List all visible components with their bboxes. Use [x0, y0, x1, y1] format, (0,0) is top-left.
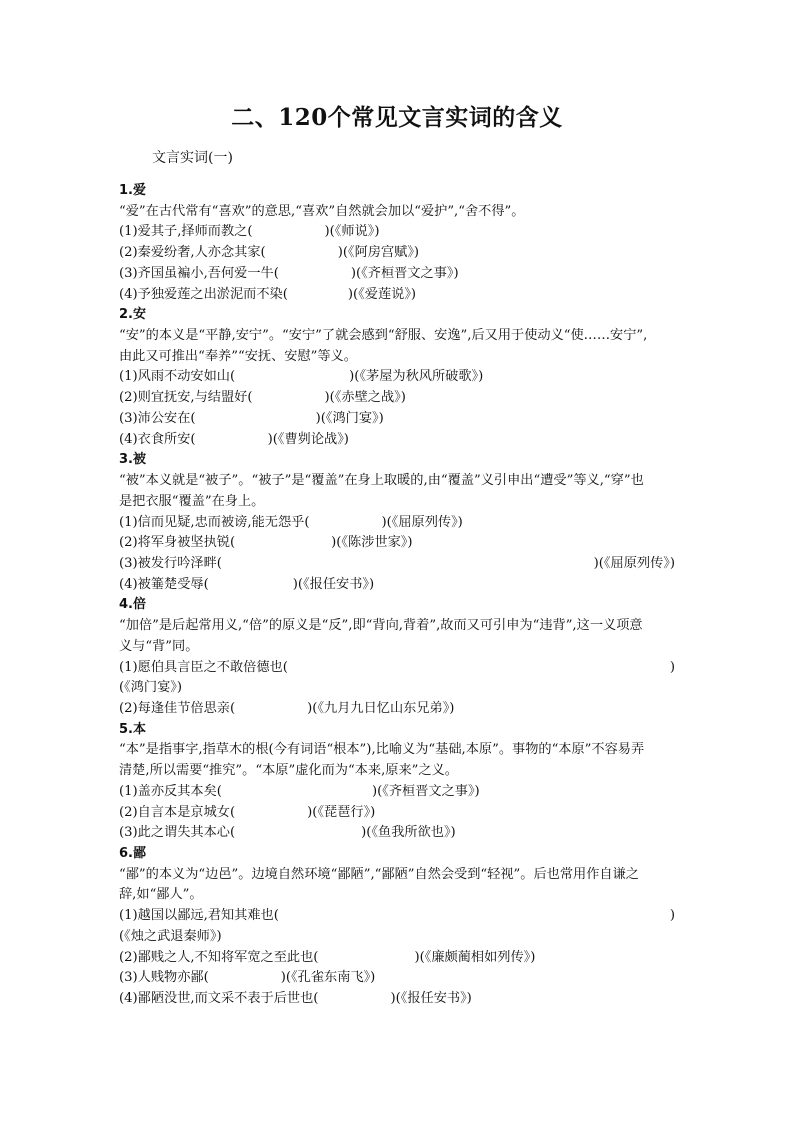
example-line — [119, 430, 675, 451]
entry-description: 义与“背”同。 — [119, 638, 199, 654]
example-source: )(《屈原列传》) — [381, 514, 463, 530]
example-source: )(《陈涉世家》) — [331, 535, 413, 551]
entry-description: 辞,如“鄙人”。 — [119, 887, 203, 903]
example-source: )(《爱莲说》) — [347, 286, 417, 302]
example-source: )(《九月九日忆山东兄弟》) — [307, 700, 455, 716]
example-line — [119, 575, 675, 596]
example-source: ) — [669, 908, 675, 924]
example-source: ) — [669, 659, 675, 675]
entry-heading: 4.倍 — [119, 597, 146, 613]
example-line — [119, 699, 675, 720]
example-line — [119, 222, 675, 243]
example-source: )(《孔雀东南飞》) — [280, 970, 376, 986]
example-source: )(《曹刿论战》) — [267, 431, 349, 447]
entry-description: 由此又可推出“奉养”“安抚、安慰”等义。 — [119, 348, 357, 364]
example-sentence: (1)信而见疑,忠而被谤,能无怨乎( — [119, 514, 310, 530]
example-sentence: (2)将军身被坚执锐( — [119, 535, 236, 551]
example-line — [119, 285, 675, 306]
entry-description: “加倍”是后起常用义,“倍”的原义是“反”,即“背向,背着”,故而又可引申为“违背”,这一义项意 — [119, 618, 643, 634]
example-source-continued: (《鸿门宴》) — [119, 680, 183, 696]
example-source: )(《鱼我所欲也》) — [361, 825, 456, 841]
example-line — [119, 803, 675, 824]
example-line — [119, 948, 675, 969]
entry-description: “被”本义就是“被子”。“被子”是“覆盖”在身上取暖的,由“覆盖”义引申出“遭受”等义,“穿”也 — [119, 473, 644, 489]
entry-description: 是把衣服“覆盖”在身上。 — [119, 493, 265, 509]
example-sentence: (4)衣食所安( — [119, 431, 196, 447]
example-line — [119, 658, 675, 679]
example-sentence: (2)秦爱纷奢,人亦念其家( — [119, 245, 266, 261]
example-sentence: (1)风雨不动安如山( — [119, 369, 236, 385]
example-line — [119, 968, 675, 989]
entry-description: “本”是指事字,指草木的根(今有词语“根本”),比喻义为“基础,本原”。事物的“本原”不容易弄 — [119, 742, 645, 758]
example-source-continued: (《烛之武退秦师》) — [119, 928, 222, 944]
example-sentence: (3)沛公安在( — [119, 410, 196, 426]
entry-heading: 6.鄙 — [119, 846, 146, 861]
example-source: )(《茅屋为秋风所破歌》) — [349, 369, 484, 385]
example-source: )(《报任安书》) — [292, 576, 375, 592]
example-sentence: (3)被发行吟泽畔( — [119, 555, 222, 571]
example-sentence: (2)每逢佳节倍思亲( — [119, 700, 236, 716]
example-source: )(《师说》) — [324, 224, 380, 240]
example-sentence: (1)越国以鄙远,君知其难也( — [119, 908, 279, 924]
example-sentence: (2)自言本是京城女( — [119, 804, 236, 820]
example-line — [119, 243, 675, 264]
entry-description: “安”的本义是“平静,安宁”。“安宁”了就会感到“舒服、安逸”,后又用于使动义“使……安宁”, — [119, 328, 648, 344]
example-line — [119, 513, 675, 534]
example-line — [119, 906, 675, 927]
example-source: )(《齐桓晋文之事》) — [371, 783, 480, 799]
example-source: )(《赤壁之战》) — [324, 390, 406, 406]
example-line — [119, 989, 675, 1010]
entry-description: 清楚,所以需要“推究”。“本原”虚化而为“本来,原来”之义。 — [119, 763, 458, 779]
example-line — [119, 264, 675, 285]
example-sentence: (2)鄙贱之人,不知将军宽之至此也( — [119, 949, 319, 965]
example-line — [119, 388, 675, 409]
example-line — [119, 823, 675, 844]
document-content — [119, 181, 675, 1010]
page-title: 二、120个常见文言实词的含义 — [231, 104, 563, 131]
example-line — [119, 367, 675, 388]
example-sentence: (4)予独爱莲之出淤泥而不染( — [119, 286, 288, 302]
example-sentence: (1)愿伯具言臣之不敢倍德也( — [119, 659, 288, 675]
example-source: )(《齐桓晋文之事》) — [350, 265, 459, 281]
example-source: )(《阿房宫赋》) — [337, 245, 420, 261]
example-line — [119, 782, 675, 803]
example-source: )(《廉颇蔺相如列传》) — [414, 949, 536, 965]
example-sentence: (4)被箠楚受辱( — [119, 576, 209, 592]
entry-description: “爱”在古代常有“喜欢”的意思,“喜欢”自然就会加以“爱护”,“舍不得”。 — [119, 203, 525, 219]
example-sentence: (3)此之谓失其本心( — [119, 825, 236, 841]
example-line — [119, 533, 675, 554]
entry-heading: 5.本 — [119, 721, 146, 737]
example-sentence: (1)爱其子,择师而教之( — [119, 224, 253, 240]
entry-heading: 3.被 — [119, 452, 146, 468]
example-sentence: (1)盖亦反其本矣( — [119, 783, 222, 799]
example-source: )(《鸿门宴》) — [315, 410, 384, 426]
entry-heading: 2.安 — [119, 307, 146, 323]
example-sentence: (2)则宜抚安,与结盟好( — [119, 390, 253, 406]
entry-description: “鄙”的本义为“边邑”。边境自然环境“鄙陋”,“鄙陋”自然会受到“轻视”。后也常用作自谦之 — [119, 866, 639, 882]
section-subtitle: 文言实词(一) — [152, 150, 233, 166]
example-sentence: (4)鄙陋没世,而文采不表于后世也( — [119, 991, 319, 1007]
example-source: )(《琵琶行》) — [307, 804, 376, 820]
example-line — [119, 409, 675, 430]
example-source: )(《屈原列传》) — [593, 555, 675, 571]
example-line — [119, 554, 675, 575]
example-sentence: (3)齐国虽褊小,吾何爱一牛( — [119, 265, 279, 281]
example-source: )(《报任安书》) — [390, 991, 472, 1007]
example-sentence: (3)人贱物亦鄙( — [119, 970, 209, 986]
entry-heading: 1.爱 — [119, 183, 146, 198]
